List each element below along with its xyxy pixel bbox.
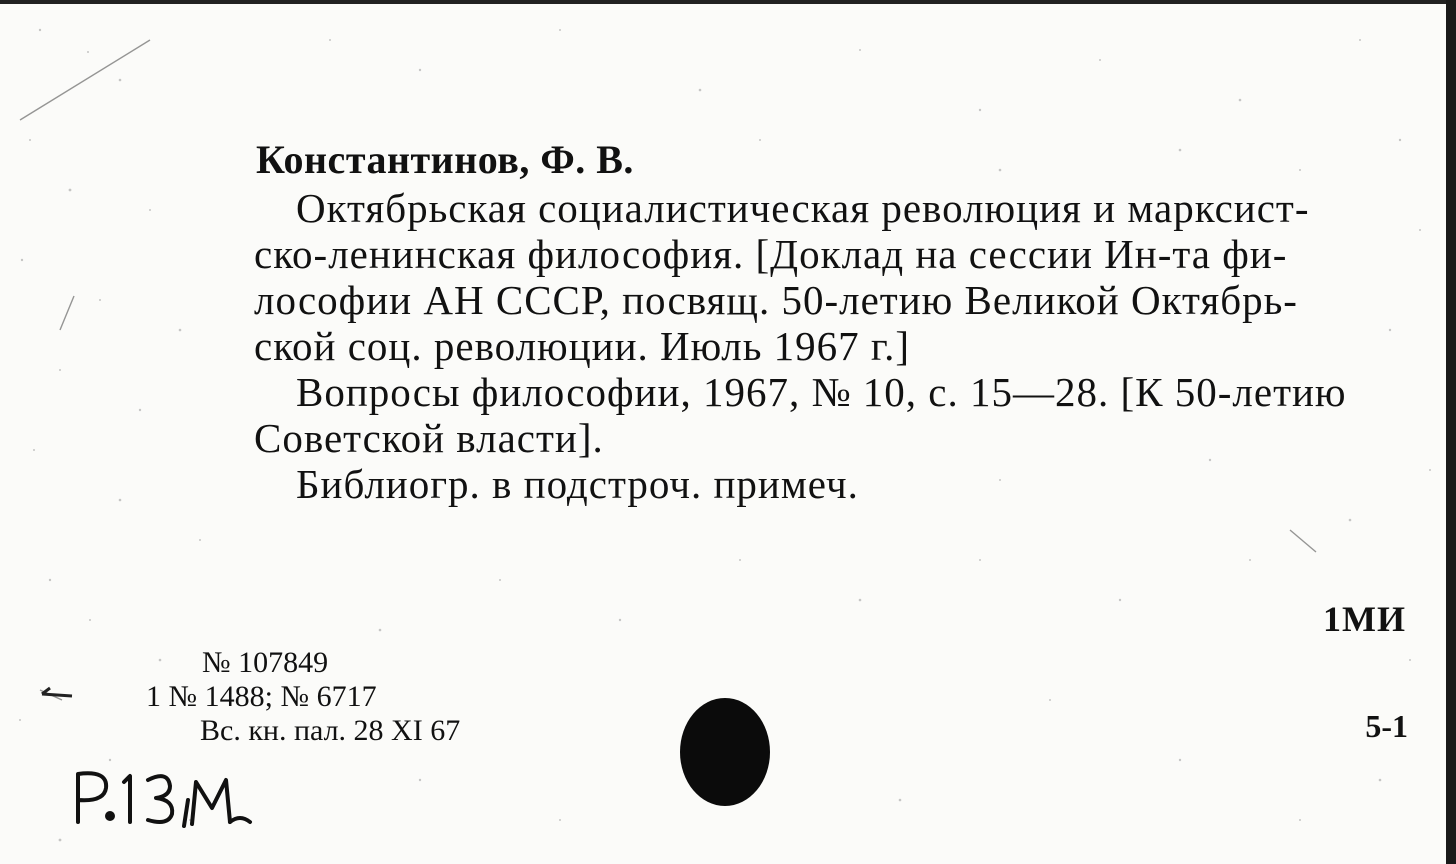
handwritten-note <box>64 760 264 840</box>
source-line-2: Советской власти]. <box>254 415 604 461</box>
classification-code: 1МИ <box>1323 599 1406 639</box>
top-scan-edge <box>0 0 1456 4</box>
author-heading: Константинов, Ф. В. <box>256 137 634 182</box>
book-chamber-stamp: Вс. кн. пал. 28 XI 67 <box>200 714 461 747</box>
punch-hole <box>680 698 770 806</box>
title-line-4: ской соц. революции. Июль 1967 г.] <box>254 323 910 369</box>
title-line-3: лософии АН СССР, посвящ. 50-летию Великой Октябрь- <box>254 277 1298 323</box>
arrow-mark-icon <box>40 684 80 704</box>
shelf-mark: 5-1 <box>1365 708 1408 744</box>
source-line-1: Вопросы философии, 1967, № 10, с. 15—28. [К 50-летию <box>296 369 1347 415</box>
registration-numbers: 1 № 1488; № 6717 <box>146 680 377 713</box>
registration-number: № 107849 <box>202 646 329 679</box>
title-line-1: Октябрьская социалистическая революция и марксист- <box>296 185 1310 231</box>
right-scan-edge <box>1446 0 1456 864</box>
title-line-2: ско-ленинская философия. [Доклад на сессии Ин-та фи- <box>254 231 1288 277</box>
bibliography-note: Библиогр. в подстроч. примеч. <box>296 461 859 507</box>
